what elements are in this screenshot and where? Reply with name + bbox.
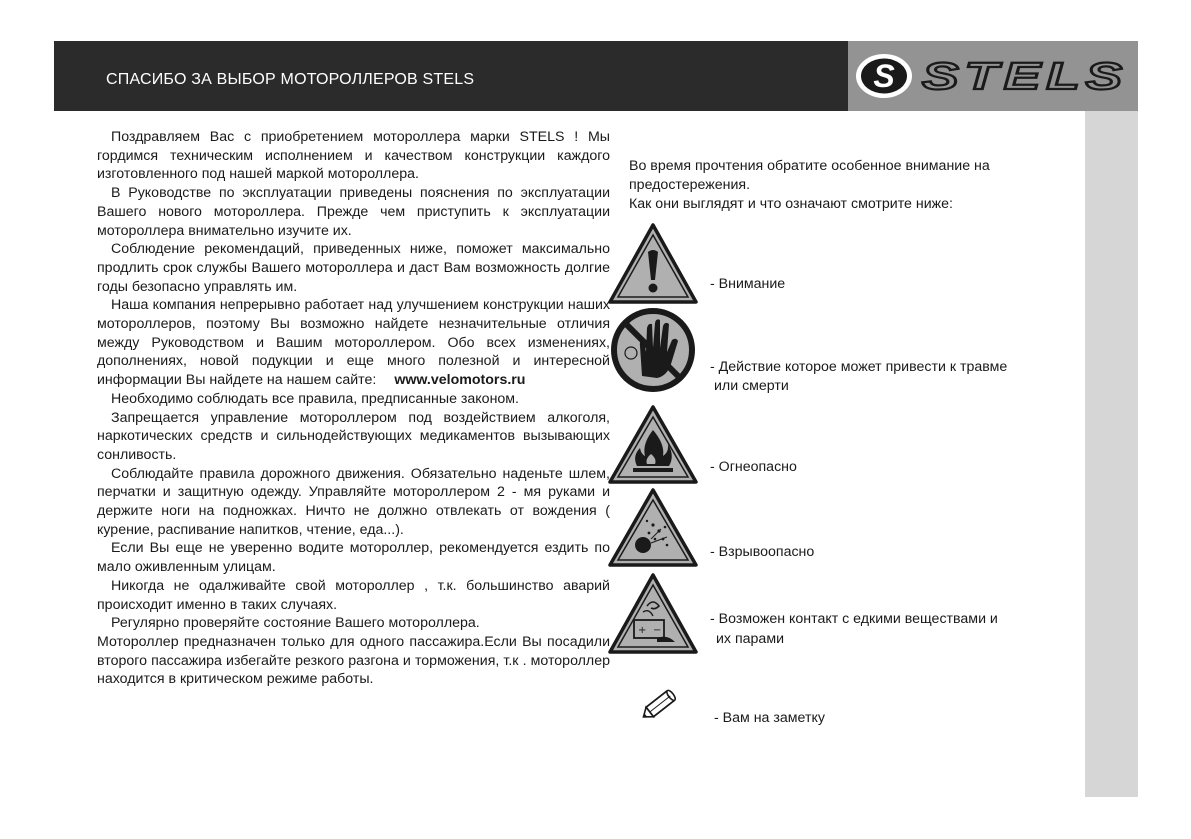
paragraph-beginner: Если Вы еще не уверенно водите мотороллер, рекомендуется ездить по мало оживленным улицам. xyxy=(97,540,610,576)
paragraph-lend: Никогда не одалживайте свой мотороллер , т.к. большинство аварий происходит именно в таких случаях. xyxy=(97,577,610,613)
website-link[interactable]: www.velomotors.ru xyxy=(394,372,526,389)
pencil-note-icon xyxy=(637,684,683,724)
side-strip xyxy=(1085,111,1138,797)
intro-text-2: Как они выглядят и что означают смотрите ниже: xyxy=(629,196,953,212)
right-column-intro xyxy=(629,157,1049,214)
flammable-flame-icon xyxy=(607,404,699,486)
paragraph-company xyxy=(97,296,610,390)
paragraph-check: Регулярно проверяйте состояние Вашего мотороллера. xyxy=(111,615,480,632)
warning-label-attention: - Внимание xyxy=(710,276,786,292)
page-title: СПАСИБО ЗА ВЫБОР МОТОРОЛЛЕРОВ STELS xyxy=(106,71,475,88)
brand-logo xyxy=(848,41,1138,111)
paragraph-traffic: Соблюдайте правила дорожного движения. Обязательно наденьте шлем, перчатки и защитную одежду. Управляйте мотороллером 2 - мя руками и держите ноги на подножках. Ничто не должно отвлекать от вождения ( курение, распивание напитков, чтение, еда...). xyxy=(97,465,610,538)
warning-label-explosive: - Взрывоопасно xyxy=(710,544,815,560)
warning-label-corrosive-line2: их парами xyxy=(716,631,784,647)
svg-text:+: + xyxy=(638,625,647,636)
warning-label-injury-line2: или смерти xyxy=(714,378,789,394)
warning-label-corrosive: - Возможен контакт с едкими веществами и xyxy=(710,611,998,627)
paragraph-passenger: Мотороллер предназначен только для одного пассажира.Если Вы посадили второго пассажира избегайте резкого разгона и торможения, т.к . мотороллер находится в критическом режиме работы. xyxy=(97,633,610,688)
warning-label-injury: - Действие которое может привести к травме xyxy=(710,359,1008,375)
paragraph-manual: В Руководстве по эксплуатации приведены пояснения по эксплуатации Вашего нового мотороллера. Прежде чем приступить к эксплуатации мотороллера внимательно изучите их. xyxy=(97,185,610,239)
svg-text:−: − xyxy=(653,625,662,636)
explosive-icon xyxy=(607,487,699,569)
paragraph-company-text: Наша компания непрерывно работает над улучшением конструкции наших мотороллеров, поэтому Вы возможно найдете незначительные отличия между Руководством и Вашим мотороллером. Обо всех изменениях, дополнениях, новой подукции и еще много полезной и интересной информации Вы найдете на нашем сайте: xyxy=(97,297,610,389)
logo-wordmark: STELS xyxy=(922,56,1128,98)
paragraph-recommendations: Соблюдение рекомендаций, приведенных ниже, поможет максимально продлить срок службы Вашего мотороллера и даст Вам возможность долгие годы безопасно управлять им. xyxy=(97,241,610,295)
note-label: - Вам на заметку xyxy=(714,710,825,726)
paragraph-alcohol: Запрещается управление мотороллером под воздействием алкоголя, наркотических средств и сильнодействующих медикаментов вызывающих сонливость. xyxy=(97,409,610,463)
exclamation-warning-icon xyxy=(607,222,699,306)
intro-text-1: Во время прочтения обратите особенное внимание на предостережения. xyxy=(629,158,990,193)
corrosive-battery-icon xyxy=(607,572,699,656)
paragraph-congrats: Поздравляем Вас с приобретением мотороллера марки STELS ! Мы гордимся техническим исполнением и качеством конструкции каждого изготовленного под нашей маркой мотороллера. xyxy=(97,129,610,183)
logo-letter: S xyxy=(873,58,895,94)
left-column xyxy=(97,128,610,689)
paragraph-law: Необходимо соблюдать все правила, предписанные законом. xyxy=(111,390,519,407)
header-bar xyxy=(54,41,848,111)
stels-logo-icon xyxy=(848,41,1138,111)
stop-hand-prohibition-icon xyxy=(609,306,697,394)
warning-label-flammable: - Огнеопасно xyxy=(710,459,797,475)
